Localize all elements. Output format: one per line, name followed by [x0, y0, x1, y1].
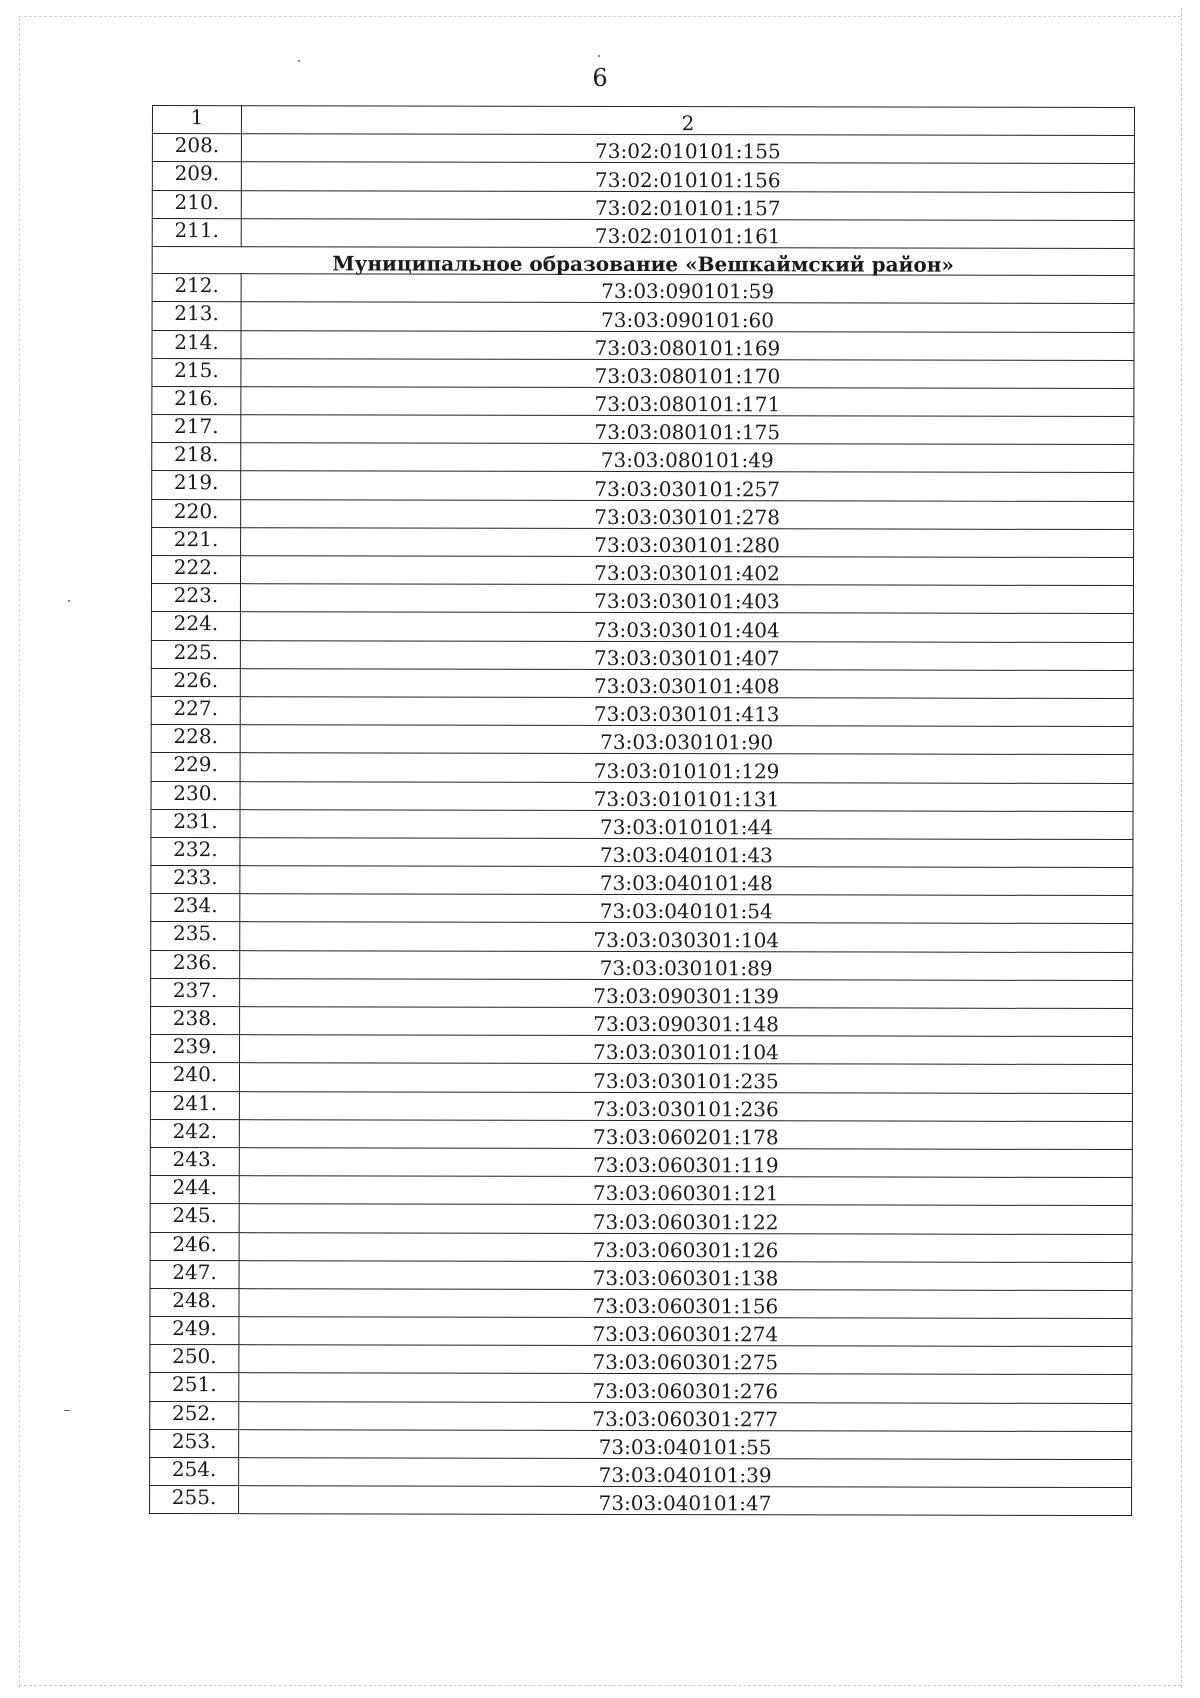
cadastral-number: 73:03:060301:126 — [239, 1232, 1132, 1262]
table-row — [151, 584, 1133, 614]
table-row — [150, 1204, 1132, 1234]
table-row — [151, 612, 1133, 642]
table-row — [151, 696, 1133, 726]
row-number: 244. — [150, 1176, 239, 1204]
row-number: 234. — [151, 894, 240, 922]
row-number: 212. — [152, 274, 241, 302]
table-row — [152, 190, 1134, 220]
cadastral-number: 73:03:030101:235 — [239, 1063, 1132, 1093]
column-header-2: 2 — [241, 106, 1134, 136]
column-header-1: 1 — [152, 106, 241, 134]
row-number: 237. — [151, 978, 240, 1006]
table-row — [152, 443, 1134, 473]
row-number: 238. — [151, 1006, 240, 1034]
cadastral-number: 73:03:060301:121 — [239, 1176, 1132, 1206]
scan-speck — [68, 600, 70, 602]
row-number: 241. — [150, 1091, 239, 1119]
table-row — [151, 781, 1133, 811]
row-number: 215. — [152, 358, 241, 386]
cadastral-number: 73:03:060201:178 — [239, 1119, 1132, 1149]
row-number: 240. — [150, 1063, 239, 1091]
cadastral-number: 73:03:060301:277 — [239, 1401, 1132, 1431]
row-number: 253. — [150, 1429, 239, 1457]
cadastral-number: 73:03:030101:403 — [240, 584, 1133, 614]
cadastral-number: 73:03:040101:43 — [240, 838, 1133, 868]
row-number: 216. — [152, 386, 241, 414]
row-number: 226. — [151, 668, 240, 696]
row-number: 246. — [150, 1232, 239, 1260]
table-row — [152, 330, 1134, 360]
cadastral-number: 73:03:060301:119 — [239, 1148, 1132, 1178]
cadastral-number: 73:03:090101:59 — [241, 274, 1134, 304]
cadastral-number: 73:03:030301:104 — [240, 922, 1133, 952]
table-row — [151, 894, 1133, 924]
cadastral-number: 73:03:090301:148 — [240, 1007, 1133, 1037]
scan-border-top — [19, 16, 1181, 17]
table-row — [151, 668, 1133, 698]
table-row — [151, 640, 1133, 670]
table-row — [152, 386, 1134, 416]
cadastral-number: 73:02:010101:157 — [241, 190, 1134, 220]
row-number: 209. — [152, 162, 241, 190]
row-number: 250. — [150, 1345, 239, 1373]
table-row — [150, 1401, 1132, 1431]
cadastral-number: 73:03:080101:49 — [241, 443, 1134, 473]
row-number: 245. — [150, 1204, 239, 1232]
table-row — [152, 302, 1134, 332]
cadastral-number: 73:03:040101:48 — [240, 866, 1133, 896]
table-row — [151, 725, 1133, 755]
table-row — [150, 1373, 1132, 1403]
table-row — [151, 1006, 1133, 1036]
row-number: 219. — [152, 471, 241, 499]
cadastral-number: 73:03:060301:276 — [239, 1373, 1132, 1403]
table-row — [150, 1147, 1132, 1177]
row-number: 255. — [150, 1486, 239, 1514]
row-number: 214. — [152, 330, 241, 358]
row-number: 248. — [150, 1288, 239, 1316]
row-number: 232. — [151, 837, 240, 865]
row-number: 227. — [151, 696, 240, 724]
cadastral-number: 73:03:010101:44 — [240, 809, 1133, 839]
table-row — [152, 471, 1134, 501]
table-row — [151, 556, 1133, 586]
scan-border-right — [1181, 8, 1182, 1688]
cadastral-number: 73:03:060301:122 — [239, 1204, 1132, 1234]
cadastral-number: 73:03:040101:54 — [240, 894, 1133, 924]
cadastral-number: 73:03:030101:236 — [239, 1091, 1132, 1121]
row-number: 249. — [150, 1317, 239, 1345]
cadastral-number: 73:03:010101:129 — [240, 753, 1133, 783]
table-row — [151, 978, 1133, 1008]
row-number: 218. — [152, 443, 241, 471]
cadastral-number: 73:03:080101:170 — [241, 358, 1134, 388]
row-number: 222. — [151, 556, 240, 584]
table-row — [150, 1091, 1132, 1121]
cadastral-number: 73:03:030101:408 — [240, 668, 1133, 698]
cadastral-number: 73:02:010101:156 — [241, 162, 1134, 192]
cadastral-number: 73:02:010101:161 — [241, 218, 1134, 248]
row-number: 221. — [152, 527, 241, 555]
scan-border-left — [19, 18, 20, 1688]
scan-border-bottom — [19, 1685, 1181, 1686]
table-row — [152, 162, 1134, 192]
cadastral-number: 73:03:060301:275 — [239, 1345, 1132, 1375]
row-number: 217. — [152, 415, 241, 443]
table-row — [152, 218, 1134, 248]
row-number: 211. — [152, 218, 241, 246]
table-row — [150, 1176, 1132, 1206]
table-row — [150, 1317, 1132, 1347]
cadastral-number: 73:03:030101:404 — [240, 612, 1133, 642]
page-number: 6 — [592, 64, 608, 92]
cadastral-number: 73:03:080101:169 — [241, 330, 1134, 360]
table-row — [150, 1288, 1132, 1318]
row-number: 210. — [152, 190, 241, 218]
row-number: 225. — [151, 640, 240, 668]
row-number: 251. — [150, 1373, 239, 1401]
row-number: 235. — [151, 922, 240, 950]
table-row — [152, 134, 1134, 164]
cadastral-number: 73:03:090301:139 — [240, 978, 1133, 1008]
table-row — [150, 1429, 1132, 1459]
row-number: 224. — [151, 612, 240, 640]
table-row — [150, 1457, 1132, 1487]
cadastral-number: 73:03:060301:156 — [239, 1289, 1132, 1319]
cadastral-number: 73:03:030101:407 — [240, 640, 1133, 670]
cadastral-number: 73:03:030101:90 — [240, 725, 1133, 755]
cadastral-number: 73:03:030101:413 — [240, 697, 1133, 727]
table-row — [150, 1035, 1132, 1065]
table-row — [150, 1260, 1132, 1290]
row-number: 254. — [150, 1457, 239, 1485]
row-number: 208. — [152, 134, 241, 162]
row-number: 252. — [150, 1401, 239, 1429]
cadastral-number: 73:03:040101:47 — [239, 1486, 1132, 1516]
table-row — [150, 1232, 1132, 1262]
cadastral-number: 73:03:040101:39 — [239, 1458, 1132, 1488]
row-number: 229. — [151, 753, 240, 781]
scan-speck — [64, 1410, 70, 1411]
table-row — [151, 753, 1133, 783]
row-number: 223. — [151, 584, 240, 612]
row-number: 220. — [152, 499, 241, 527]
cadastral-number: 73:03:060301:274 — [239, 1317, 1132, 1347]
cadastral-numbers-table — [149, 105, 1135, 1516]
row-number: 236. — [151, 950, 240, 978]
table-row — [150, 1063, 1132, 1093]
table-row — [151, 950, 1133, 980]
row-number: 213. — [152, 302, 241, 330]
table-row — [150, 1486, 1132, 1516]
scan-speck — [298, 60, 300, 62]
table-row — [152, 527, 1134, 557]
row-number: 230. — [151, 781, 240, 809]
section-row — [152, 246, 1134, 275]
table-row — [151, 866, 1133, 896]
row-number: 233. — [151, 866, 240, 894]
cadastral-number: 73:03:080101:175 — [241, 415, 1134, 445]
table-row — [152, 274, 1134, 304]
cadastral-number: 73:03:090101:60 — [241, 302, 1134, 332]
cadastral-number: 73:03:030101:104 — [239, 1035, 1132, 1065]
table-row — [152, 499, 1134, 529]
section-title: Муниципальное образование «Вешкаймский район» — [152, 246, 1134, 275]
scan-speck — [598, 55, 600, 57]
table-row — [151, 809, 1133, 839]
row-number: 247. — [150, 1260, 239, 1288]
row-number: 239. — [150, 1035, 239, 1063]
cadastral-number: 73:03:030101:89 — [240, 950, 1133, 980]
cadastral-number: 73:03:030101:402 — [240, 556, 1133, 586]
cadastral-number: 73:03:010101:131 — [240, 781, 1133, 811]
cadastral-number: 73:02:010101:155 — [241, 134, 1134, 164]
row-number: 243. — [150, 1147, 239, 1175]
cadastral-number: 73:03:040101:55 — [239, 1429, 1132, 1459]
table-row — [152, 358, 1134, 388]
row-number: 231. — [151, 809, 240, 837]
table-row — [152, 415, 1134, 445]
row-number: 228. — [151, 725, 240, 753]
row-number: 242. — [150, 1119, 239, 1147]
table-header-row — [152, 106, 1134, 136]
table-row — [151, 922, 1133, 952]
cadastral-number: 73:03:030101:280 — [241, 527, 1134, 557]
cadastral-number: 73:03:030101:257 — [241, 471, 1134, 501]
cadastral-number: 73:03:080101:171 — [241, 387, 1134, 417]
table-row — [150, 1345, 1132, 1375]
table-row — [151, 837, 1133, 867]
cadastral-number: 73:03:060301:138 — [239, 1260, 1132, 1290]
table-row — [150, 1119, 1132, 1149]
cadastral-number: 73:03:030101:278 — [241, 499, 1134, 529]
